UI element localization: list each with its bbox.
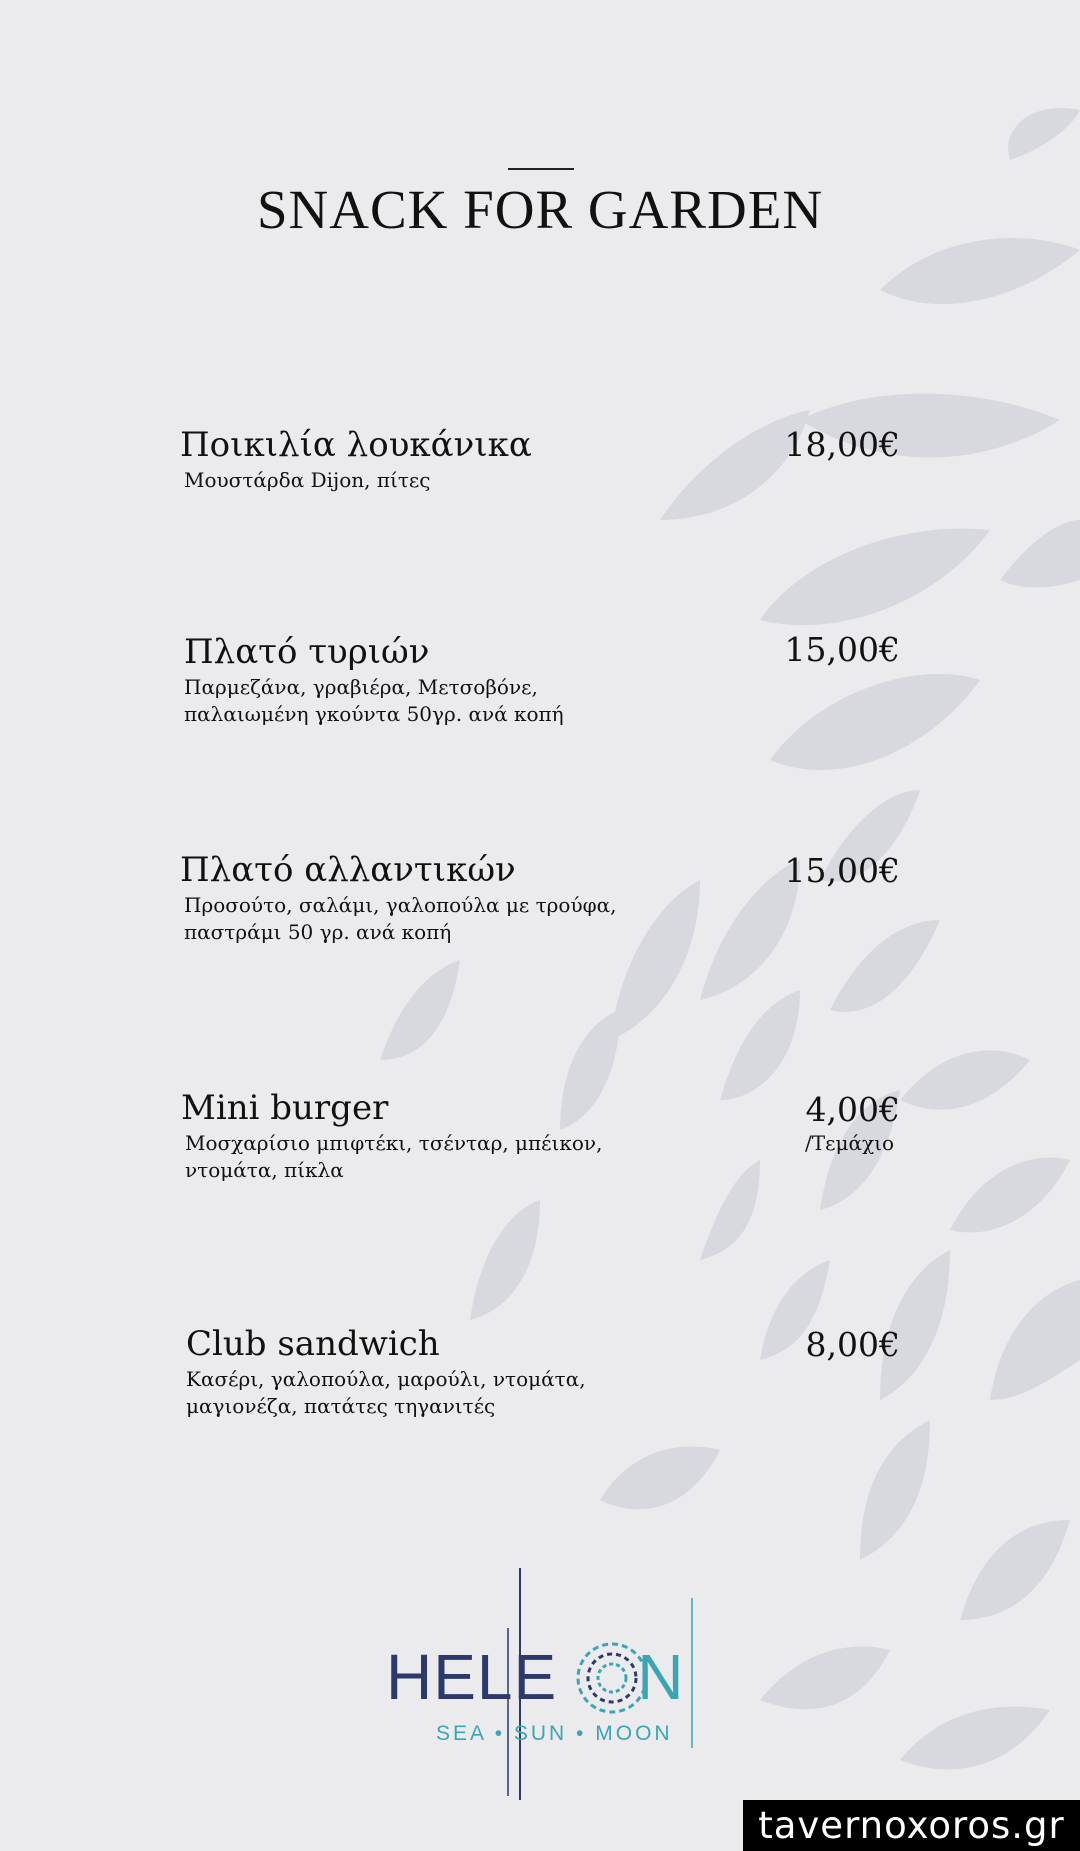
menu-item-description-line2: παλαιωμένη γκούντα 50γρ. ανά κοπή	[184, 702, 564, 726]
menu-item-price: 15,00€	[784, 851, 900, 890]
menu-item-price-unit: /Τεμάχιο	[805, 1131, 894, 1155]
menu-item-description-line2: παστράμι 50 γρ. ανά κοπή	[184, 920, 452, 944]
page-title: SNACK FOR GARDEN	[256, 179, 824, 240]
brand-wordmark-left: HELE	[386, 1641, 558, 1713]
menu-item	[180, 850, 1060, 946]
brand-wordmark-right: N	[637, 1641, 685, 1713]
menu-item-description: Παρμεζάνα, γραβιέρα, Μετσοβόνε,	[184, 675, 538, 699]
menu-item-price: 4,00€	[805, 1090, 900, 1129]
menu-item	[181, 1088, 1061, 1184]
menu-item-name: Ποικιλία λουκάνικα	[180, 425, 532, 465]
menu-item-description: Μοσχαρίσιο μπιφτέκι, τσένταρ, μπέικον,	[185, 1131, 603, 1155]
menu-item-description-line2: ντομάτα, πίκλα	[185, 1158, 344, 1182]
menu-item-description: Κασέρι, γαλοπούλα, μαρούλι, ντομάτα,	[186, 1367, 586, 1391]
menu-item-price: 15,00€	[784, 630, 900, 669]
brand-tagline: SEA • SUN • MOON	[436, 1722, 673, 1745]
menu-item-name: Πλατό τυριών	[184, 632, 430, 672]
menu-item-price: 18,00€	[784, 425, 900, 464]
title-rule	[508, 168, 574, 170]
menu-item	[180, 425, 1060, 494]
menu-item-description-line2: μαγιονέζα, πατάτες τηγανιτές	[186, 1394, 496, 1418]
menu-item-price: 8,00€	[805, 1325, 900, 1364]
menu-item	[186, 1324, 1066, 1420]
site-watermark: tavernoxoros.gr	[743, 1800, 1080, 1851]
menu-item	[184, 632, 1064, 728]
menu-item-description: Μουστάρδα Dijon, πίτες	[184, 468, 431, 492]
brand-wordmark	[386, 1640, 684, 1714]
menu-item-name: Πλατό αλλαντικών	[180, 850, 516, 890]
menu-item-name: Club sandwich	[186, 1324, 440, 1364]
menu-item-description: Προσούτο, σαλάμι, γαλοπούλα με τρούφα,	[184, 893, 617, 917]
menu-item-name: Mini burger	[181, 1088, 389, 1128]
